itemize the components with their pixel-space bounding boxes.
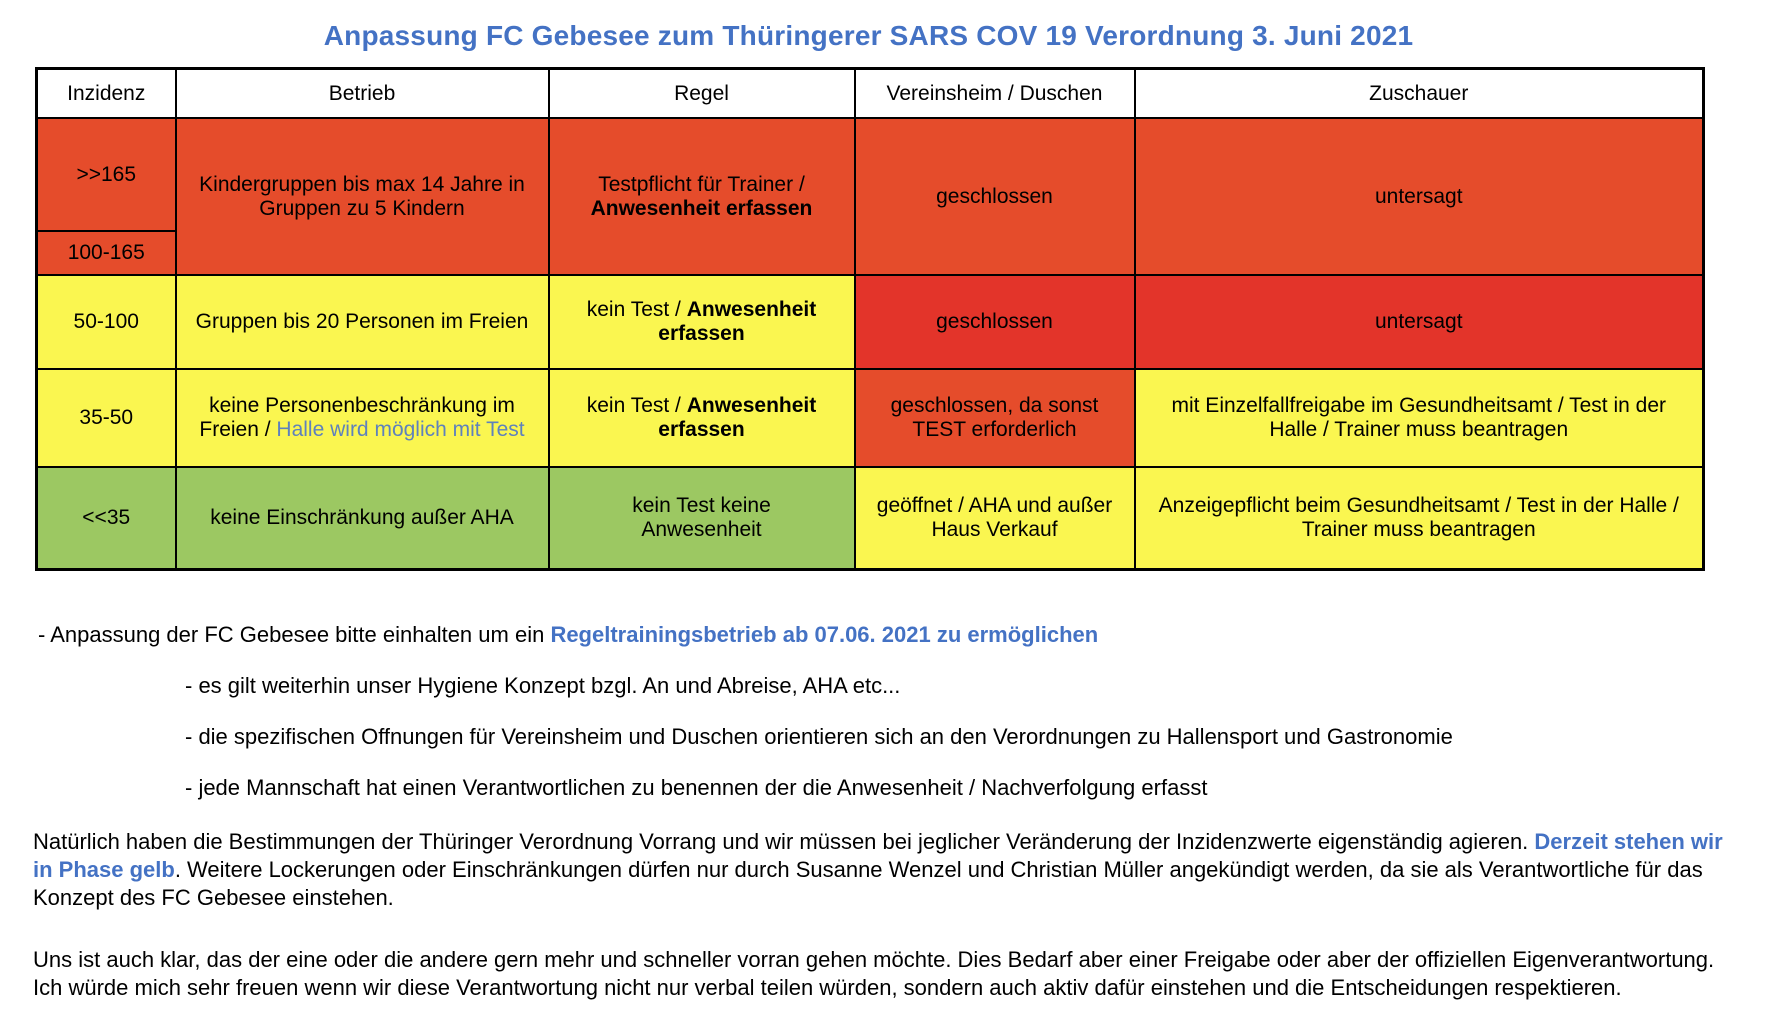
row4-regel-line1: kein Test keine [632, 494, 771, 517]
cell-row3-zuschauer: mit Einzelfallfreigabe im Gesundheitsamt / Test in der Halle / Trainer muss beantragen [1135, 369, 1704, 467]
cell-row4-betrieb: keine Einschränkung außer AHA [176, 467, 549, 570]
cell-row2-zuschauer: untersagt [1135, 275, 1704, 369]
col-header-zuschauer: Zuschauer [1135, 69, 1704, 119]
row3-regel-normal: kein Test / [586, 394, 687, 417]
notes-section [38, 621, 1778, 802]
col-header-inzidenz: Inzidenz [37, 69, 176, 119]
incidence-rules-table [35, 67, 1705, 571]
col-header-vereinsheim: Vereinsheim / Duschen [855, 69, 1135, 119]
row1-regel-bold: Anwesenheit erfassen [590, 196, 813, 220]
cell-inzidenz-gt165: >>165 [37, 118, 176, 231]
row3-regel-bold: Anwesenheit erfassen [658, 394, 817, 441]
cell-row4-zuschauer: Anzeigepflicht beim Gesundheitsamt / Test in der Halle / Trainer muss beantragen [1135, 467, 1704, 570]
cell-row1-vereinsheim: geschlossen [855, 118, 1135, 275]
col-header-betrieb: Betrieb [176, 69, 549, 119]
table-row-lt35 [37, 467, 1704, 570]
cell-row2-vereinsheim: geschlossen [855, 275, 1135, 369]
cell-row4-regel [549, 467, 855, 570]
page-title: Anpassung FC Gebesee zum Thüringerer SARS COV 19 Verordnung 3. Juni 2021 [323, 20, 1414, 51]
cell-inzidenz-50-100: 50-100 [37, 275, 176, 369]
cell-row2-betrieb: Gruppen bis 20 Personen im Freien [176, 275, 549, 369]
table-row-50-100 [37, 275, 1704, 369]
paragraph-phase [33, 828, 1745, 912]
cell-row2-regel [549, 275, 855, 369]
paragraph-appell: Uns ist auch klar, das der eine oder die andere gern mehr und schneller vorran gehen möchte. Dies Bedarf aber einer Freigabe oder aber der offiziellen Eigenverantwortung. Ich würde mich sehr freuen wenn wir diese Verantwortung nicht nur verbal teilen würden, sondern auch aktiv dafür einstehen und die Entscheidungen respektieren. [33, 947, 1715, 1000]
table-row-35-50 [37, 369, 1704, 467]
note-regeltraining [38, 621, 1778, 649]
cell-row4-vereinsheim: geöffnet / AHA und außer Haus Verkauf [855, 467, 1135, 570]
col-header-regel: Regel [549, 69, 855, 119]
row4-regel-line2: Anwesenheit [641, 518, 762, 541]
note-hygiene: - es gilt weiterhin unser Hygiene Konzept bzgl. An und Abreise, AHA etc... [185, 673, 901, 698]
paragraph-phase-highlight: Derzeit stehen wir in Phase gelb [33, 829, 1723, 882]
document-page [0, 20, 1778, 1028]
note-verantwortlicher: - jede Mannschaft hat einen Verantwortlichen zu benennen der die Anwesenheit / Nachverfolgung erfasst [185, 775, 1208, 800]
cell-row1-betrieb: Kindergruppen bis max 14 Jahre in Gruppen zu 5 Kindern [176, 118, 549, 275]
paragraph-phase-text-a: Natürlich haben die Bestimmungen der Thüringer Verordnung Vorrang und wir müssen bei jeglicher Veränderung der Inzidenzwerte eigenständig agieren. [33, 829, 1535, 854]
cell-row3-betrieb [176, 369, 549, 467]
cell-row1-zuschauer: untersagt [1135, 118, 1704, 275]
row1-regel-normal: Testpflicht für Trainer / [598, 172, 805, 196]
cell-row1-regel [549, 118, 855, 275]
cell-row3-vereinsheim: geschlossen, da sonst TEST erforderlich [855, 369, 1135, 467]
cell-inzidenz-lt35: <<35 [37, 467, 176, 570]
note-regeltraining-text: - Anpassung der FC Gebesee bitte einhalten um ein [38, 622, 551, 647]
table-row-gt165 [37, 118, 1704, 231]
header-row [37, 69, 1704, 119]
row2-regel-normal: kein Test / [586, 298, 687, 321]
paragraph-phase-text-b: . Weitere Lockerungen oder Einschränkungen dürfen nur durch Susanne Wenzel und Christian Müller angekündigt werden, da sie als Verantwortliche für das Konzept des FC Gebesee einstehen. [33, 857, 1703, 910]
cell-inzidenz-35-50: 35-50 [37, 369, 176, 467]
row3-betrieb-blue: Halle wird möglich mit Test [276, 418, 525, 441]
row2-regel-bold: Anwesenheit erfassen [658, 298, 817, 345]
row3-betrieb-black: keine Personenbeschränkung im Freien / [199, 394, 515, 441]
cell-row3-regel [549, 369, 855, 467]
note-oeffnungen: - die spezifischen Offnungen für Vereinsheim und Duschen orientieren sich an den Verordnungen zu Hallensport und Gastronomie [185, 724, 1453, 749]
note-regeltraining-highlight: Regeltrainingsbetrieb ab 07.06. 2021 zu ermöglichen [550, 622, 1099, 647]
cell-inzidenz-100-165: 100-165 [37, 231, 176, 275]
